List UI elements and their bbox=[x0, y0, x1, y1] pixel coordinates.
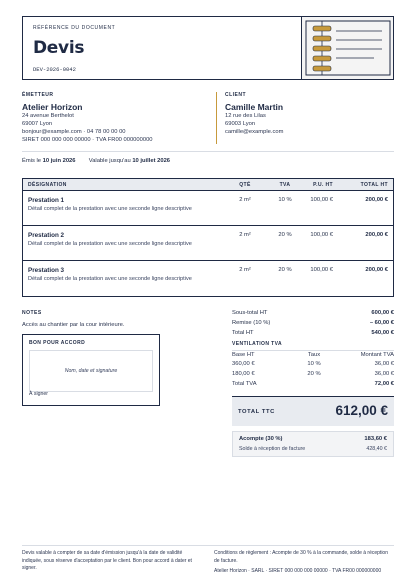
vat-base-header: Base HT bbox=[232, 352, 255, 358]
table-row bbox=[23, 191, 393, 226]
emitter-contact-line[interactable]: bonjour@example.com · 04 78 00 00 00 bbox=[22, 129, 126, 135]
header-tva: TVA bbox=[279, 182, 291, 188]
item-tva: 20 % bbox=[278, 267, 292, 273]
item-total: 200,00 € bbox=[365, 232, 388, 238]
item-unit-price: 100,00 € bbox=[310, 267, 333, 273]
vat-row bbox=[232, 370, 394, 380]
item-total: 200,00 € bbox=[365, 267, 388, 273]
issued-date: 10 juin 2026 bbox=[42, 158, 76, 164]
document-reference: DEV-2026-0042 bbox=[33, 66, 76, 73]
total-ht-label: Total HT bbox=[232, 330, 254, 336]
header-illustration bbox=[301, 17, 393, 79]
item-qty: 2 m² bbox=[239, 197, 251, 203]
footer-divider bbox=[22, 545, 394, 546]
footer-company-info: Atelier Horizon · SARL · SIRET 000 000 000 00000 · TVA FR00 000000000 bbox=[214, 568, 382, 574]
subtotal-label: Sous-total HT bbox=[232, 310, 268, 316]
total-ht-value: 540,00 € bbox=[371, 330, 394, 336]
total-vat-label: Total TVA bbox=[232, 381, 257, 387]
table-header bbox=[23, 179, 393, 191]
balance-amount: 428,40 € bbox=[366, 446, 387, 452]
emitter-city-line: 69007 Lyon bbox=[22, 121, 53, 127]
emitter-legal-line: SIRET 000 000 000 00000 · TVA FR00 000000000 bbox=[22, 137, 153, 143]
subtotal-row bbox=[232, 309, 394, 319]
vat-header-row bbox=[232, 350, 394, 360]
signature-block bbox=[22, 334, 160, 406]
balance-label: Solde à réception de facture bbox=[239, 446, 306, 452]
signature-place: À signer bbox=[29, 391, 49, 397]
item-total: 200,00 € bbox=[365, 197, 388, 203]
total-vat-row bbox=[232, 380, 394, 390]
vat-base: 180,00 € bbox=[232, 371, 255, 377]
deposit-label: Acompte (30 %) bbox=[239, 436, 283, 442]
vat-amount-header: Montant TVA bbox=[360, 352, 394, 358]
table-row bbox=[23, 261, 393, 296]
signature-label: BON POUR ACCORD bbox=[29, 340, 86, 346]
notebook-icon bbox=[302, 17, 394, 79]
deposit-amount: 183,60 € bbox=[364, 436, 387, 442]
item-name: Prestation 1 bbox=[28, 197, 65, 204]
header-unit-price: P.U. HT bbox=[313, 182, 333, 188]
header-designation: DÉSIGNATION bbox=[28, 182, 67, 188]
signature-hint: Nom, date et signature bbox=[64, 368, 118, 374]
header-total: TOTAL HT bbox=[360, 182, 388, 188]
discount-value: – 60,00 € bbox=[369, 320, 394, 326]
document-title: Devis bbox=[33, 38, 85, 58]
total-ht-row bbox=[232, 329, 394, 339]
emitter-address-line: 24 avenue Berthelot bbox=[22, 113, 74, 119]
notes-label: NOTES bbox=[22, 310, 42, 316]
client-email-line[interactable]: camille@example.com bbox=[225, 129, 284, 135]
item-unit-price: 100,00 € bbox=[310, 232, 333, 238]
totals-block bbox=[232, 309, 394, 390]
total-vat-value: 72,00 € bbox=[374, 381, 394, 387]
item-qty: 2 m² bbox=[239, 267, 251, 273]
emitter-label: ÉMETTEUR bbox=[22, 92, 54, 98]
item-name: Prestation 2 bbox=[28, 232, 65, 239]
vat-amount: 36,00 € bbox=[374, 371, 394, 377]
vat-breakdown-label: VENTILATION TVA bbox=[232, 341, 282, 347]
divider bbox=[22, 151, 394, 152]
client-name: Camille Martin bbox=[225, 102, 284, 112]
client-address-line: 12 rue des Lilas bbox=[225, 113, 266, 119]
item-description: Détail complet de la prestation avec une seconde ligne descriptive bbox=[28, 241, 192, 247]
line-items-table bbox=[22, 178, 394, 297]
client-label: CLIENT bbox=[225, 92, 247, 98]
discount-row bbox=[232, 319, 394, 329]
valid-date: 10 juillet 2026 bbox=[132, 158, 171, 164]
dates-line bbox=[22, 158, 170, 164]
valid-label: Valable jusqu'au bbox=[88, 158, 131, 164]
item-name: Prestation 3 bbox=[28, 267, 65, 274]
vat-rate: 20 % bbox=[307, 371, 321, 377]
deposit-block bbox=[232, 431, 394, 457]
total-ttc-value: 612,00 € bbox=[335, 403, 388, 418]
client-city-line: 69003 Lyon bbox=[225, 121, 256, 127]
total-ttc-block bbox=[232, 396, 394, 426]
footer-terms bbox=[214, 550, 394, 576]
vat-amount: 36,00 € bbox=[374, 361, 394, 367]
emitter-name: Atelier Horizon bbox=[22, 102, 83, 112]
header-text-block bbox=[33, 25, 115, 73]
footer-validity-note: Devis valable à compter de sa date d'émission jusqu'à la date de validité indiquée, sous réserve d'acceptation par le client. Bon pour accord à dater et signer. bbox=[22, 550, 192, 571]
subtotal-value: 600,00 € bbox=[371, 310, 394, 316]
signature-field[interactable] bbox=[29, 350, 153, 392]
client-block bbox=[216, 92, 394, 144]
vat-rate: 10 % bbox=[307, 361, 321, 367]
vat-rate-header: Taux bbox=[307, 352, 321, 358]
issued-label: Émis le bbox=[22, 158, 42, 164]
notes-block bbox=[22, 310, 212, 328]
footer-payment-terms: Conditions de règlement : Acompte de 30 % à la commande, solde à réception de facture. bbox=[214, 550, 388, 564]
item-description: Détail complet de la prestation avec une seconde ligne descriptive bbox=[28, 206, 192, 212]
total-ttc-label: TOTAL TTC bbox=[238, 409, 275, 415]
emitter-block bbox=[22, 92, 192, 144]
vat-base: 360,00 € bbox=[232, 361, 255, 367]
item-description: Détail complet de la prestation avec une seconde ligne descriptive bbox=[28, 276, 192, 282]
document-kicker: RÉFÉRENCE DU DOCUMENT bbox=[33, 25, 116, 31]
vat-row bbox=[232, 360, 394, 370]
item-tva: 10 % bbox=[278, 197, 292, 203]
item-tva: 20 % bbox=[278, 232, 292, 238]
document-header bbox=[22, 16, 394, 80]
header-qty: QTÉ bbox=[239, 182, 251, 188]
item-unit-price: 100,00 € bbox=[310, 197, 333, 203]
notes-text: Accès au chantier par la cour intérieure. bbox=[22, 322, 125, 328]
item-qty: 2 m² bbox=[239, 232, 251, 238]
discount-label: Remise (10 %) bbox=[232, 320, 271, 326]
table-row bbox=[23, 226, 393, 261]
